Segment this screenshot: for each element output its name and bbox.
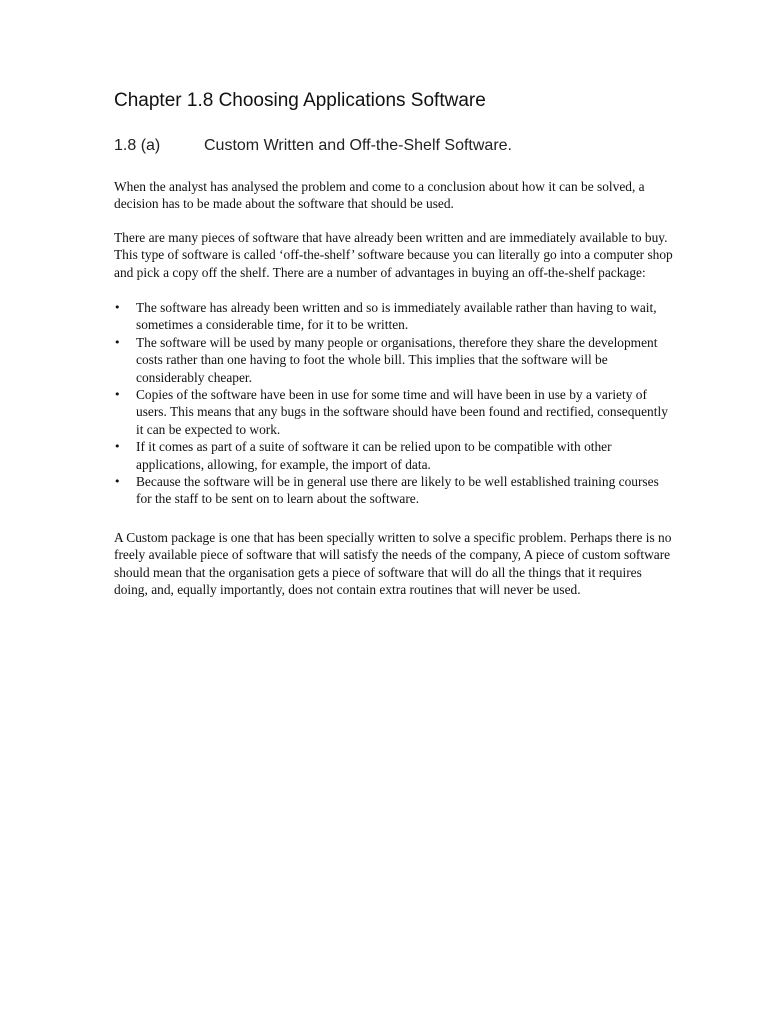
bullet-icon: •	[114, 440, 121, 454]
list-item	[114, 334, 674, 386]
section-title: Custom Written and Off-the-Shelf Software.	[204, 137, 512, 154]
bullet-icon: •	[114, 301, 121, 314]
off-the-shelf-paragraph: There are many pieces of software that have already been written and are immediately available to buy. This type of software is called ‘off-the-shelf’ software because you can literally go into a computer shop and pick a copy off the shelf. There are a number of advantages in buying an off-the-shelf package:	[114, 230, 673, 280]
list-item-text: The software will be used by many people or organisations, therefore they share the development costs rather than one having to foot the whole bill. This implies that the software will be considerably cheaper.	[136, 334, 658, 385]
section-heading	[114, 136, 512, 156]
custom-package-paragraph: A Custom package is one that has been specially written to solve a specific problem. Perhaps there is no freely available piece of software that will satisfy the needs of the company, A piece of custom software should mean that the organisation gets a piece of software that will do all the things that it requires doing, and, equally importantly, does not contain extra routines that will never be used.	[114, 530, 672, 598]
list-item-text: Because the software will be in general use there are likely to be well established training courses for the staff to be sent on to learn about the software.	[136, 474, 659, 507]
bullet-icon: •	[114, 335, 121, 349]
chapter-title: Chapter 1.8 Choosing Applications Software	[114, 90, 486, 111]
section-number: 1.8 (a)	[114, 137, 161, 154]
bullet-icon: •	[114, 388, 121, 402]
intro-paragraph: When the analyst has analysed the problem and come to a conclusion about how it can be solved, a decision has to be made about the software that should be used.	[114, 179, 645, 212]
list-item	[114, 438, 674, 473]
advantages-list	[114, 299, 674, 508]
list-item-text: Copies of the software have been in use for some time and will have been in use by a variety of users. This means that any bugs in the software should have been found and rectified, consequently it can be expected to work.	[136, 387, 668, 437]
list-item-text: If it comes as part of a suite of software it can be relied upon to be compatible with other applications, allowing, for example, the import of data.	[136, 439, 612, 472]
list-item-text: The software has already been written and so is immediately available rather than having to wait, sometimes a considerable time, for it to be written.	[136, 300, 657, 333]
bullet-icon: •	[114, 475, 121, 489]
list-item	[114, 299, 674, 334]
list-item	[114, 473, 674, 508]
list-item	[114, 386, 674, 438]
